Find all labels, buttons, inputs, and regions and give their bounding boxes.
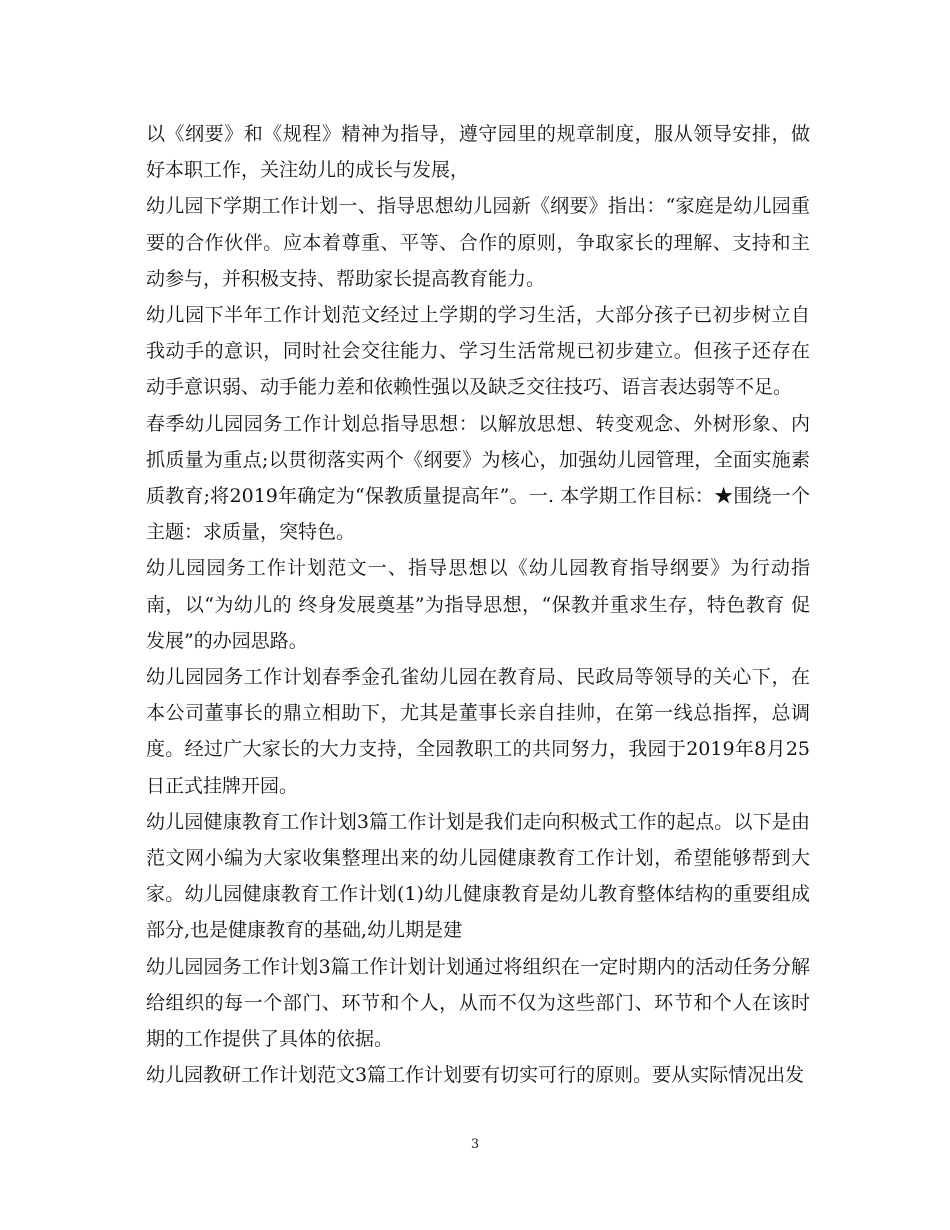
page-number: 3: [470, 1137, 480, 1152]
paragraph-1: 以《纲要》和《规程》精神为指导，遵守园里的规章制度，服从领导安排，做好本职工作，关注幼儿的成长与发展，: [146, 123, 810, 182]
paragraph-2: 幼儿园下学期工作计划一、指导思想幼儿园新《纲要》指出：“家庭是幼儿园重要的合作伙伴。应本着尊重、平等、合作的原则，争取家长的理解、支持和主动参与，并积极支持、帮助家长提高教育能力。: [146, 195, 810, 290]
paragraph-8: 幼儿园园务工作计划3篇工作计划计划通过将组织在一定时期内的活动任务分解给组织的每一个部门、环节和个人，从而不仅为这些部门、环节和个人在该时期的工作提供了具体的依据。: [146, 955, 810, 1051]
paragraph-3: 幼儿园下半年工作计划范文经过上学期的学习生活，大部分孩子已初步树立自我动手的意识，同时社会交往能力、学习生活常规已初步建立。但孩子还存在动手意识弱、动手能力差和依赖性强以及缺乏交往技巧、语言表达弱等不足。: [146, 304, 810, 399]
paragraph-5: 幼儿园园务工作计划范文一、指导思想以《幼儿园教育指导纲要》为行动指南，以“为幼儿的 终身发展奠基”为指导思想，“保教并重求生存，特色教育 促发展”的办园思路。: [146, 557, 810, 652]
paragraph-6: 幼儿园园务工作计划春季金孔雀幼儿园在教育局、民政局等领导的关心下，在本公司董事长的鼎立相助下，尤其是董事长亲自挂帅，在第一线总指挥，总调度。经过广大家长的大力支持，全园教职工的共同努力，我园于2019年8月25日正式挂牌开园。: [146, 666, 810, 797]
paragraph-4: 春季幼儿园园务工作计划总指导思想：以解放思想、转变观念、外树形象、内抓质量为重点;以贯彻落实两个《纲要》为核心，加强幼儿园管理，全面实施素质教育;将2019年确定为“保教质量提高年”。一. 本学期工作目标：★围绕一个主题：求质量，突特色。: [146, 412, 810, 544]
paragraph-9: 幼儿园教研工作计划范文3篇工作计划要有切实可行的原则。要从实际情况出发: [146, 1064, 805, 1087]
document-body: [146, 116, 810, 1093]
paragraph-7: 幼儿园健康教育工作计划3篇工作计划是我们走向积极式工作的起点。以下是由范文网小编为大家收集整理出来的幼儿园健康教育工作计划，希望能够帮到大家。幼儿园健康教育工作计划(1)幼儿健康教育是幼儿教育整体结构的重要组成部分,也是健康教育的基础,幼儿期是建: [146, 810, 810, 942]
